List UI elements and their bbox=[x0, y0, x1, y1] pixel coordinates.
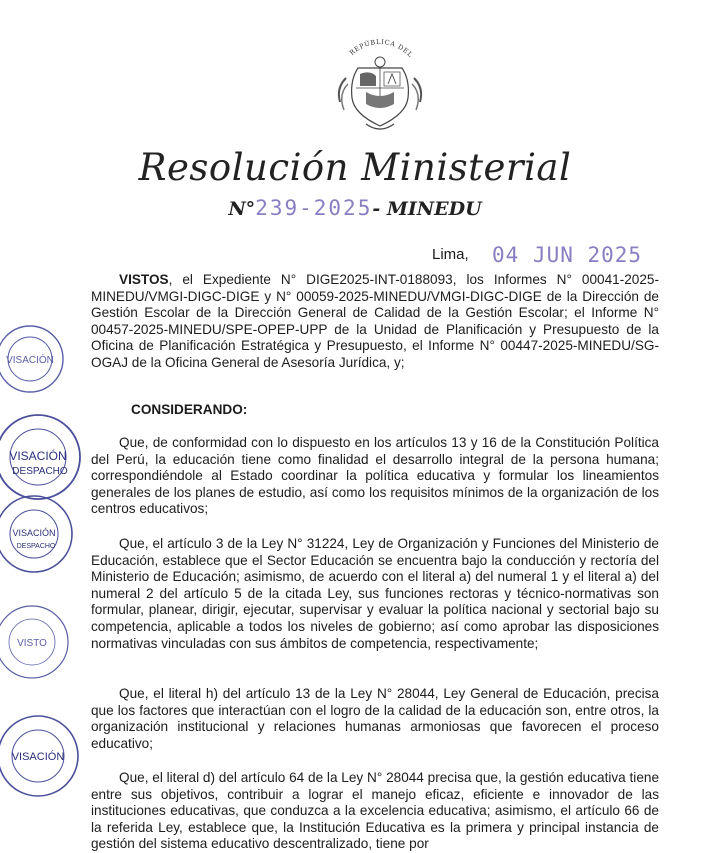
place-label: Lima, bbox=[432, 246, 469, 263]
coat-of-arms-icon bbox=[330, 30, 430, 140]
visa-seal-stamp bbox=[0, 494, 84, 578]
vistos-text: , el Expediente N° DIGE2025-INT-0188093, los Informes N° 00041-2025-MINEDU/VMGI-DIGC-DIGE y N° 00059-2025-MINEDU/VMGI-DIGC-DIGE de la Dirección de Gestión Escolar de la Dirección General de Calidad de la Gestión Escolar; el Informe N° 00457-2025-MINEDU/SPE-OPEP-UPP de la Unidad de Planificación y Presupuesto de la Oficina de Planificación Estratégica y Presupuesto, el Informe N° 00447-2025-MINEDU/SG-OGAJ de la Oficina General de Asesoría Jurídica, y; bbox=[91, 272, 659, 370]
vistos-paragraph bbox=[91, 272, 659, 372]
seal-2-sub: DESPACHO bbox=[12, 466, 68, 477]
resolution-number-stamp: 239-2025 bbox=[255, 196, 373, 220]
visa-seal-stamp bbox=[0, 322, 74, 396]
seal-1-center: VISACIÓN bbox=[6, 355, 54, 366]
crest-legend: REPÚBLICA DEL bbox=[347, 37, 415, 60]
visa-seal-stamp bbox=[0, 602, 80, 682]
visa-seal-stamp bbox=[0, 712, 88, 800]
seal-3-sub: DESPACHO bbox=[16, 543, 56, 550]
vistos-lead: VISTOS bbox=[119, 272, 169, 287]
resolution-number-prefix: N° bbox=[228, 198, 256, 220]
seal-4-center: VISTO bbox=[17, 638, 47, 649]
paragraph-2: Que, el artículo 3 de la Ley N° 31224, Ley de Organización y Funciones del Ministerio de Educación, establece que el Sector Educación se encuentra bajo la conducción y rectoría del Ministerio de Educación; asimismo, de acuerdo con el literal a) del numeral 1 y el literal a) del numeral 2 del artículo 5 de la citada Ley, sus funciones rectoras y técnico-normativas son formular, planear, dirigir, ejecutar, supervisar y evaluar la política nacional y sectorial bajo su competencia, aplicable a todos los niveles de gobierno; así como aprobar las disposiciones normativas vinculadas con sus ámbitos de competencia, respectivamente; bbox=[91, 536, 659, 651]
seal-2-center: VISACIÓN bbox=[9, 449, 67, 463]
seal-5-center: VISACIÓN bbox=[11, 751, 65, 763]
paragraph-4: Que, el literal d) del artículo 64 de la Ley N° 28044 precisa que, la gestión educativa tiene entre sus objetivos, contribuir a lograr el manejo eficaz, eficiente e innovador de las instituciones educativas, que conduzca a la excelencia educativa; asimismo, el artículo 66 de la referida Ley, establece que, la Institución Educativa es la primera y principal instancia de gestión del sistema educativo descentralizado, tiene por bbox=[91, 770, 659, 852]
paragraph-3: Que, el literal h) del artículo 13 de la Ley N° 28044, Ley General de Educación, precisa que los factores que interactúan con el logro de la calidad de la educación son, entre otros, la organización institucional y relaciones humanas armoniosas que favorecen el proceso educativo; bbox=[91, 686, 659, 751]
paragraph-1: Que, de conformidad con lo dispuesto en los artículos 13 y 16 de la Constitución Política del Perú, la educación tiene como finalidad el desarrollo integral de la persona humana; correspondiéndole al Estado coordinar la política educativa y formular los lineamientos generales de los planes de estudio, así como los requisitos mínimos de la organización de los centros educativos; bbox=[91, 435, 659, 517]
visa-seal-stamp bbox=[0, 412, 90, 502]
svg-text:REPÚBLICA DEL PERÚ bbox=[330, 30, 416, 61]
resolution-number bbox=[0, 196, 710, 220]
resolution-number-suffix: - MINEDU bbox=[372, 198, 482, 220]
considerando-heading: CONSIDERANDO: bbox=[131, 402, 248, 417]
seal-3-center: VISACIÓN bbox=[12, 528, 56, 538]
date-stamp: 04 JUN 2025 bbox=[492, 243, 643, 267]
document-title: Resolución Ministerial bbox=[138, 146, 572, 189]
